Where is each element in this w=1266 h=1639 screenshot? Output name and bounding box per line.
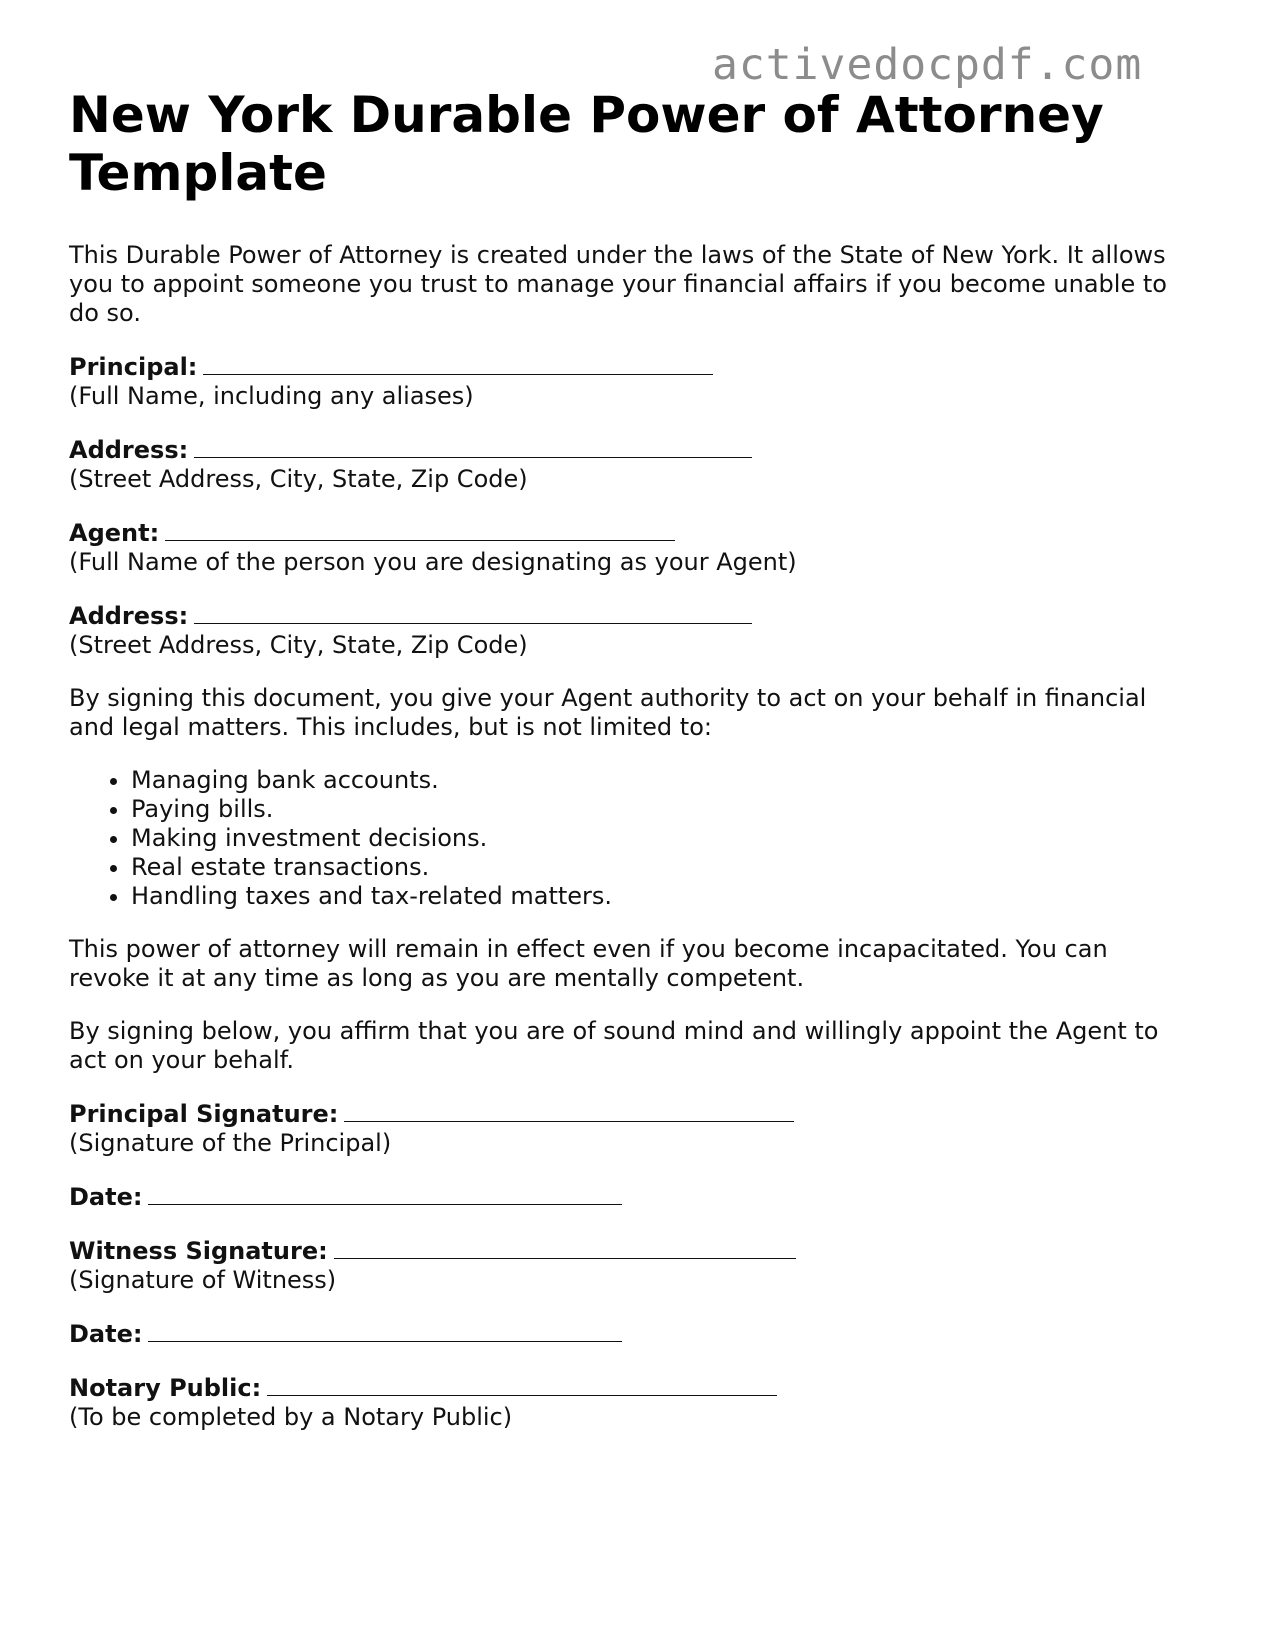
- principal-signature-field: [69, 1099, 1189, 1158]
- list-item: • Managing bank accounts.: [131, 766, 1189, 795]
- list-item: • Paying bills.: [131, 795, 1189, 824]
- page-title: New York Durable Power of Attorney Template: [69, 86, 1104, 202]
- agent-address-hint: (Street Address, City, State, Zip Code): [69, 631, 528, 659]
- witness-date-field: [69, 1319, 1189, 1349]
- principal-address-hint: (Street Address, City, State, Zip Code): [69, 465, 528, 493]
- principal-label: Principal:: [69, 353, 198, 381]
- document-body: [69, 86, 1189, 1432]
- notary-field: [69, 1373, 1189, 1432]
- list-item: • Making investment decisions.: [131, 824, 1189, 853]
- principal-signature-label: Principal Signature:: [69, 1100, 339, 1128]
- notary-label: Notary Public:: [69, 1374, 262, 1402]
- principal-date-field: [69, 1182, 1189, 1212]
- witness-signature-label: Witness Signature:: [69, 1237, 328, 1265]
- notary-hint: (To be completed by a Notary Public): [69, 1403, 513, 1431]
- durability-paragraph: This power of attorney will remain in effect even if you become incapacitated. You can revoke it at any time as long as you are mentally competent.: [69, 935, 1108, 992]
- principal-signature-blank[interactable]: [344, 1099, 794, 1122]
- witness-signature-field: [69, 1236, 1189, 1295]
- principal-blank[interactable]: [203, 352, 713, 375]
- authority-paragraph: By signing this document, you give your Agent authority to act on your behalf in financial and legal matters. This includes, but is not limited to:: [69, 684, 1147, 741]
- agent-address-blank[interactable]: [194, 601, 752, 624]
- witness-date-label: Date:: [69, 1320, 143, 1348]
- agent-label: Agent:: [69, 519, 160, 547]
- agent-field: [69, 518, 1189, 577]
- list-item: • Real estate transactions.: [131, 853, 1189, 882]
- agent-hint: (Full Name of the person you are designating as your Agent): [69, 548, 797, 576]
- agent-address-label: Address:: [69, 602, 189, 630]
- principal-address-blank[interactable]: [194, 435, 752, 458]
- principal-hint: (Full Name, including any aliases): [69, 382, 474, 410]
- principal-address-field: [69, 435, 1189, 494]
- principal-date-label: Date:: [69, 1183, 143, 1211]
- agent-blank[interactable]: [165, 518, 675, 541]
- witness-signature-blank[interactable]: [334, 1236, 796, 1259]
- principal-signature-hint: (Signature of the Principal): [69, 1129, 392, 1157]
- agent-address-field: [69, 601, 1189, 660]
- witness-date-blank[interactable]: [148, 1319, 622, 1342]
- principal-address-label: Address:: [69, 436, 189, 464]
- principal-date-blank[interactable]: [148, 1182, 622, 1205]
- principal-field: [69, 352, 1189, 411]
- witness-signature-hint: (Signature of Witness): [69, 1266, 337, 1294]
- watermark: activedocpdf.com: [712, 40, 1143, 90]
- list-item: • Handling taxes and tax-related matters.: [131, 882, 1189, 911]
- powers-list: [69, 766, 1189, 911]
- affirmation-paragraph: By signing below, you affirm that you are of sound mind and willingly appoint the Agent to act on your behalf.: [69, 1017, 1159, 1074]
- intro-paragraph: This Durable Power of Attorney is created under the laws of the State of New York. It allows you to appoint someone you trust to manage your financial affairs if you become unable to do so.: [69, 241, 1167, 327]
- notary-blank[interactable]: [267, 1373, 777, 1396]
